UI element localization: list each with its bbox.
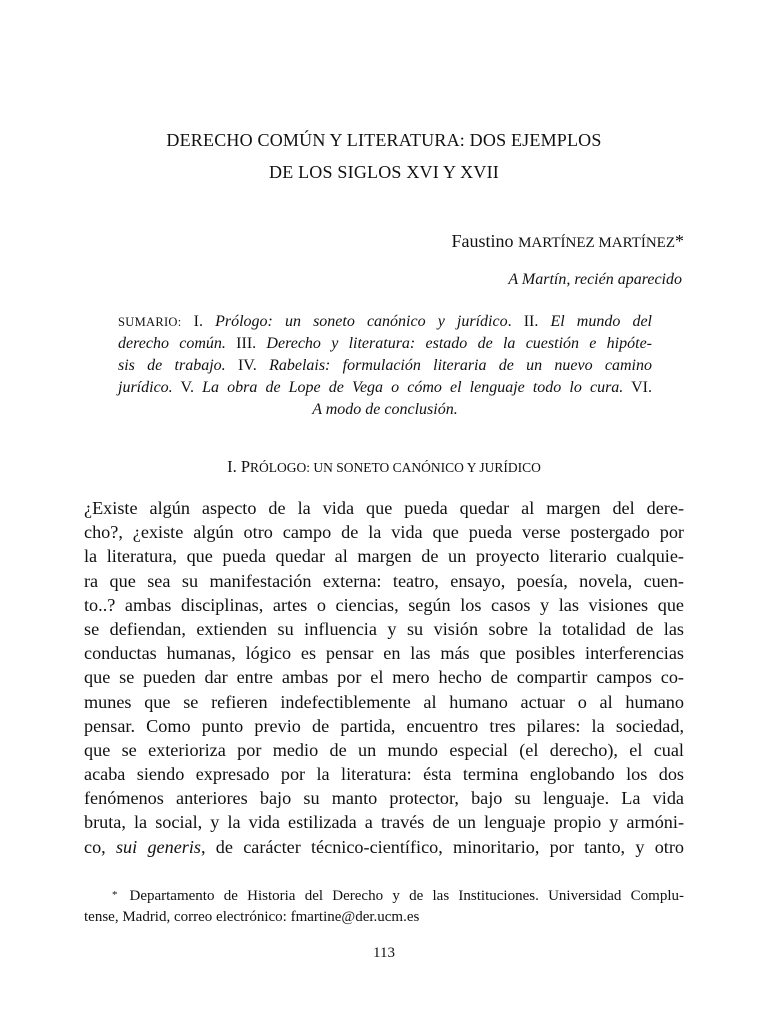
summary-item-text: sis de trabajo. — [118, 357, 226, 374]
author-footnote-mark: * — [675, 231, 684, 251]
body-line: to..? ambas disciplinas, artes o ciencias, según los casos y las visiones que — [84, 594, 684, 615]
body-line: ¿Existe algún aspecto de la vida que pueda quedar al margen del dere- — [84, 498, 684, 518]
summary-line — [118, 377, 652, 399]
footnote-text: Departamento de Historia del Derecho y de las Instituciones. Universidad Complu- — [129, 888, 684, 904]
body-line: se defiendan, extienden su influencia y su visión sobre la totalidad de las — [84, 618, 684, 639]
section-heading — [84, 456, 684, 479]
summary-item-text: jurídico. — [118, 379, 173, 396]
title-line-1: DERECHO COMÚN Y LITERATURA: DOS EJEMPLOS — [166, 130, 602, 150]
summary-line — [118, 311, 652, 333]
dedication: A Martín, recién aparecido — [508, 271, 682, 288]
body-line: cho?, ¿existe algún otro campo de la vida que pueda verse postergado por — [84, 522, 684, 543]
summary-line — [118, 399, 652, 421]
body-line: que se pueden dar entre ambas por el mero hecho de compartir campos co- — [84, 667, 684, 688]
body-text-run: , de carácter técnico-científico, minoritario, por tanto, y otro — [201, 836, 684, 857]
article-title — [84, 124, 684, 188]
summary-num: I. — [193, 313, 203, 330]
summary-punct: . — [507, 313, 512, 330]
body-line — [84, 835, 684, 859]
author-surname: MARTÍNEZ MARTÍNEZ — [518, 235, 675, 251]
section-title-rest: : UN SONETO CANÓNICO Y JURÍDICO — [306, 460, 541, 475]
author-first-name: Faustino — [451, 231, 519, 251]
body-text-run: co, — [84, 836, 116, 857]
summary-item-text: Rabelais: formulación literaria de un nuevo camino — [269, 357, 653, 374]
body-line: bruta, la social, y la vida estilizada a través de un lenguaje propio y armóni- — [84, 812, 684, 833]
footnote-mark: * — [112, 889, 118, 901]
body-text-italic: sui generis — [115, 836, 201, 857]
summary-item-text: derecho común. — [118, 335, 226, 352]
summary-num: VI. — [631, 379, 653, 396]
summary-item-text: La obra de Lope de Vega o cómo el lenguaje todo lo cura. — [202, 379, 624, 396]
section-title-smallcaps: RÓLOGO — [250, 460, 307, 475]
body-line: munes que se refieren indefectiblemente al humano actuar o al humano — [84, 691, 684, 712]
summary-block — [118, 311, 652, 421]
summary-line — [118, 355, 652, 377]
body-line: acaba siendo expresado por la literatura: ésta termina englobando los dos — [84, 764, 684, 785]
summary-num: IV. — [237, 357, 257, 374]
summary-num: III. — [236, 335, 257, 352]
summary-item-text: A modo de conclusión. — [312, 401, 458, 418]
body-paragraph — [84, 496, 684, 859]
page-number: 113 — [373, 945, 395, 961]
footnote-line: tense, Madrid, correo electrónico: fmartine@der.ucm.es — [84, 909, 420, 925]
body-line: conductas humanas, lógico es pensar en las más que posibles interferencias — [84, 643, 684, 664]
title-line-2: DE LOS SIGLOS XVI Y XVII — [269, 162, 499, 182]
body-line: la literatura, que pueda quedar al margen de un proyecto literario cualquie- — [84, 546, 684, 567]
body-line: ra que sea su manifestación externa: teatro, ensayo, poesía, novela, cuen- — [84, 570, 684, 591]
body-line: pensar. Como punto previo de partida, encuentro tres pilares: la sociedad, — [84, 715, 684, 736]
summary-line — [118, 333, 652, 355]
body-line: que se exterioriza por medio de un mundo especial (el derecho), el cual — [84, 739, 684, 760]
footnote — [84, 886, 684, 928]
footnote-line — [84, 886, 684, 907]
summary-item-text: El mundo del — [550, 313, 653, 330]
summary-num: II. — [523, 313, 539, 330]
body-line: fenómenos anteriores bajo su manto protector, bajo su lenguaje. La vida — [84, 788, 684, 809]
section-number: I. P — [227, 457, 251, 476]
summary-item-text: Prólogo: un soneto canónico y jurídico — [215, 313, 508, 330]
author-name — [452, 230, 684, 254]
summary-num: V. — [180, 379, 194, 396]
summary-item-text: Derecho y literatura: estado de la cuestión e hipóte- — [266, 335, 652, 352]
summary-label: SUMARIO: — [118, 315, 182, 329]
